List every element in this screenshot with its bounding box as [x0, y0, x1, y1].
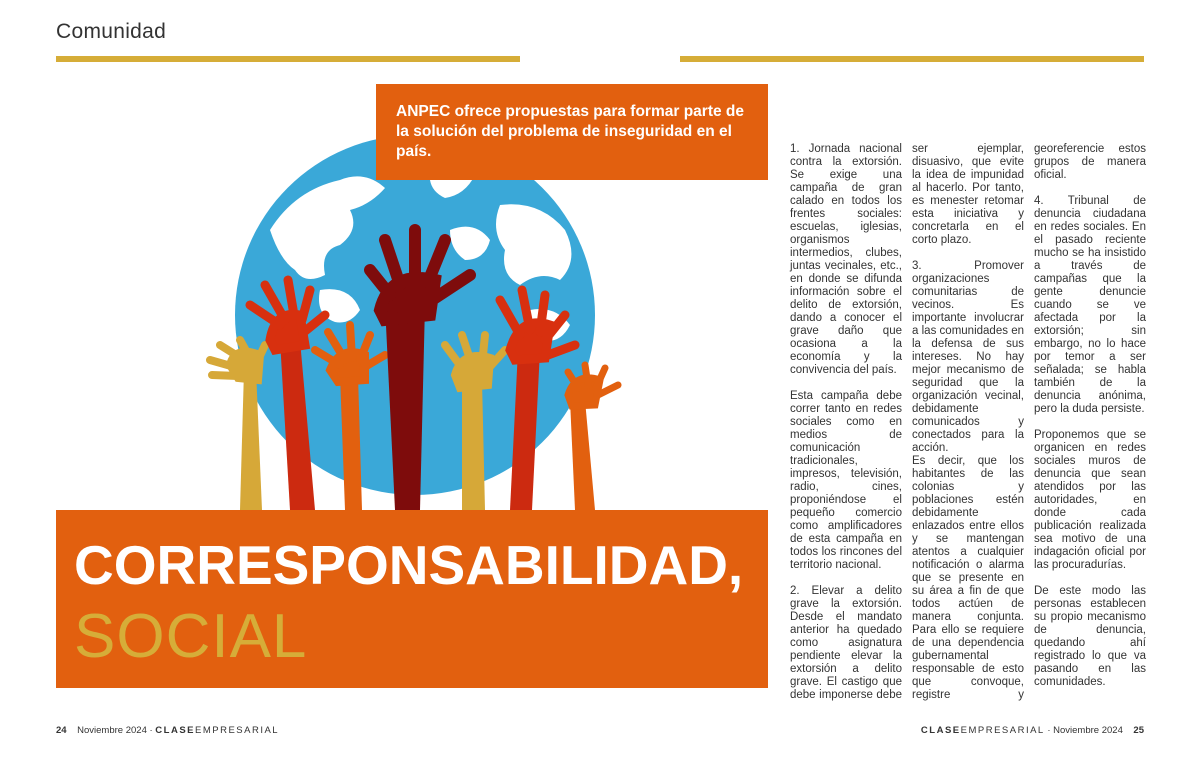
paragraph: 1. Jornada nacional contra la extorsión. Se exige una campaña de gran calado en todos los frentes sociales: escuelas, iglesias, organismos intermedios, clubes, juntas vecinales, etc., en donde se difunda información sobre el delito de extorsión, dando a conocer el grave daño que ocasiona a la economía y la convivencia del país.	[790, 143, 902, 376]
page-number: 24	[56, 725, 67, 736]
magazine-brand	[155, 725, 279, 736]
paragraph: Esta campaña debe correr tanto en redes sociales como en medios de comunicación tradicionales, impresos, televisión, radio, cines, proponiéndose el pequeño comercio como amplificadores de esta campaña en todos los rincones del territorio nacional.	[790, 390, 902, 571]
paragraph: 4. Tribunal de denuncia ciudadana en redes sociales. En el pasado reciente mucho se ha insistido a través de campañas que la gente denuncie cuando se ve afectada por la extorsión; sin embargo, no lo hace por temor a ser señalada; se habla también de la denuncia anónima, pero la duda persiste.	[1034, 195, 1146, 415]
section-title: Comunidad	[56, 20, 167, 43]
footer-right	[921, 725, 1144, 736]
lead-box: ANPEC ofrece propuestas para formar parte de la solución del problema de inseguridad en el país.	[376, 84, 768, 180]
paragraph: De este modo las personas establecen su propio mecanismo de denuncia, quedando ahí registrado lo que va pasando en las comunidades.	[1034, 585, 1146, 688]
footer-left	[56, 725, 279, 736]
brand-bold: CLASE	[155, 725, 195, 736]
brand-light: EMPRESARIAL	[960, 725, 1045, 736]
gold-rule-right	[680, 56, 1144, 62]
paragraph: 3. Promover organizaciones comunitarias de vecinos. Es importante involucrar a las comunidades en la defensa de sus intereses. No hay mejor mecanismo de seguridad que la organización vecinal, debidamente comunicados y conectados para la acción.	[912, 260, 1024, 454]
gold-rule-left	[56, 56, 520, 62]
brand-bold: CLASE	[920, 725, 961, 736]
article-body	[790, 143, 1146, 702]
magazine-brand	[921, 725, 1045, 736]
paragraph: 2. Elevar a delito grave la extorsión. Desde el mandato anterior ha quedado como asignatura pendiente elevar la extorsión a delito grave. El castigo que debe imponerse debe ser ejemplar, disuasivo, que evite la idea de impunidad al hacerlo. Por tanto, es menester retomar esta iniciativa y concretarla en el corto plazo.	[790, 143, 1024, 701]
page-number: 25	[1133, 725, 1144, 736]
paragraph: Proponemos que se organicen en redes sociales muros de denuncia que sean atendidos por las autoridades, en donde cada publicación realizada sea motivo de una indagación oficial por las procuradurías.	[1034, 429, 1146, 571]
headline-line-1: CORRESPONSABILIDAD,	[74, 534, 744, 596]
headline-line-2: SOCIAL	[74, 602, 308, 671]
paragraph: Es decir, que los habitantes de las colonias y poblaciones estén debidamente enlazados entre ellos y se mantengan atentos a cualquier notificación o alarma que se presente en su área a fin de que todos actúen de manera conjunta. Para ello se requiere de una dependencia gubernamental responsable de esto que convoque, registre y georeferencie estos grupos de manera oficial.	[912, 143, 1146, 701]
brand-light: EMPRESARIAL	[195, 725, 280, 736]
headline-box	[56, 510, 768, 688]
issue-date: · Noviembre 2024	[1047, 725, 1123, 736]
issue-date: Noviembre 2024 ·	[77, 725, 153, 736]
